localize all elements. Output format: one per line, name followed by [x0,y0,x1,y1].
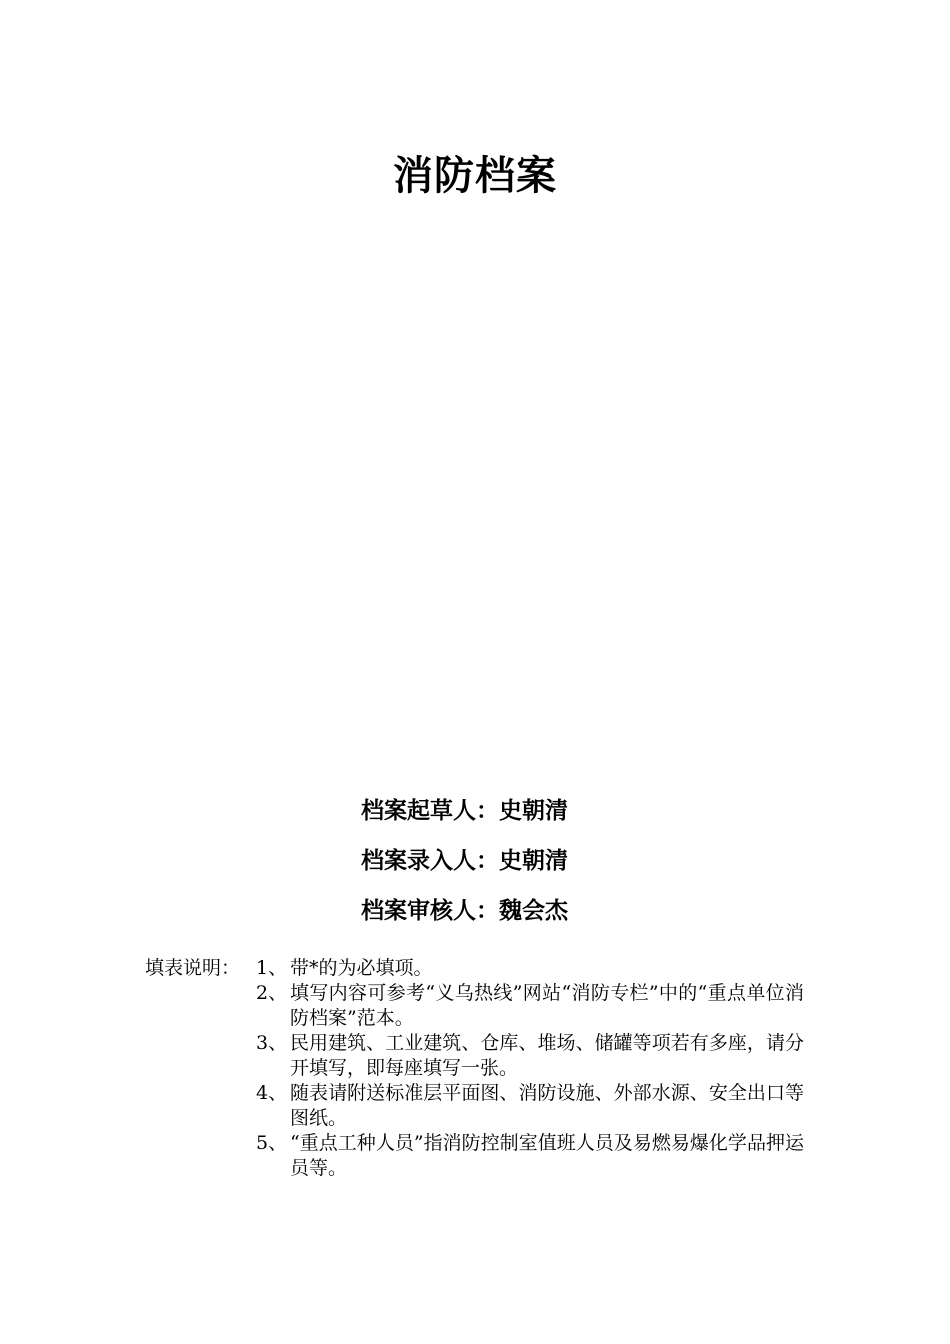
signature-block [361,786,701,936]
entry-person-label: 档案录入人： [361,848,499,874]
reviewer-line [361,886,701,936]
reviewer-name: 魏会杰 [499,898,568,924]
entry-person-name: 史朝清 [499,848,568,874]
item-number: 5、 [256,1132,288,1154]
document-title: 消防档案 [393,153,557,199]
instructions-label: 填表说明： [145,957,241,979]
drafter-label: 档案起草人： [361,798,499,824]
item-number: 1、 [256,957,288,979]
item-text: 民用建筑、工业建筑、仓库、堆场、储罐等项若有多座，请分开填写，即每座填写一张。 [290,1032,804,1079]
item-number: 3、 [256,1032,288,1054]
item-text: 填写内容可参考“义乌热线”网站“消防专栏”中的“重点单位消防档案”范本。 [290,982,804,1029]
list-item [256,956,804,981]
list-item [256,1031,804,1081]
list-item [256,1131,804,1181]
list-item [256,1081,804,1131]
item-text: 带*的为必填项。 [290,957,433,979]
item-text: 随表请附送标准层平面图、消防设施、外部水源、安全出口等图纸。 [290,1082,804,1129]
item-text: “重点工种人员”指消防控制室值班人员及易燃易爆化学品押运员等。 [290,1132,804,1179]
item-number: 4、 [256,1082,288,1104]
item-number: 2、 [256,982,288,1004]
reviewer-label: 档案审核人： [361,898,499,924]
entry-person-line [361,836,701,886]
instructions-list [256,956,804,1181]
list-item [256,981,804,1031]
drafter-line [361,786,701,836]
drafter-name: 史朝清 [499,798,568,824]
